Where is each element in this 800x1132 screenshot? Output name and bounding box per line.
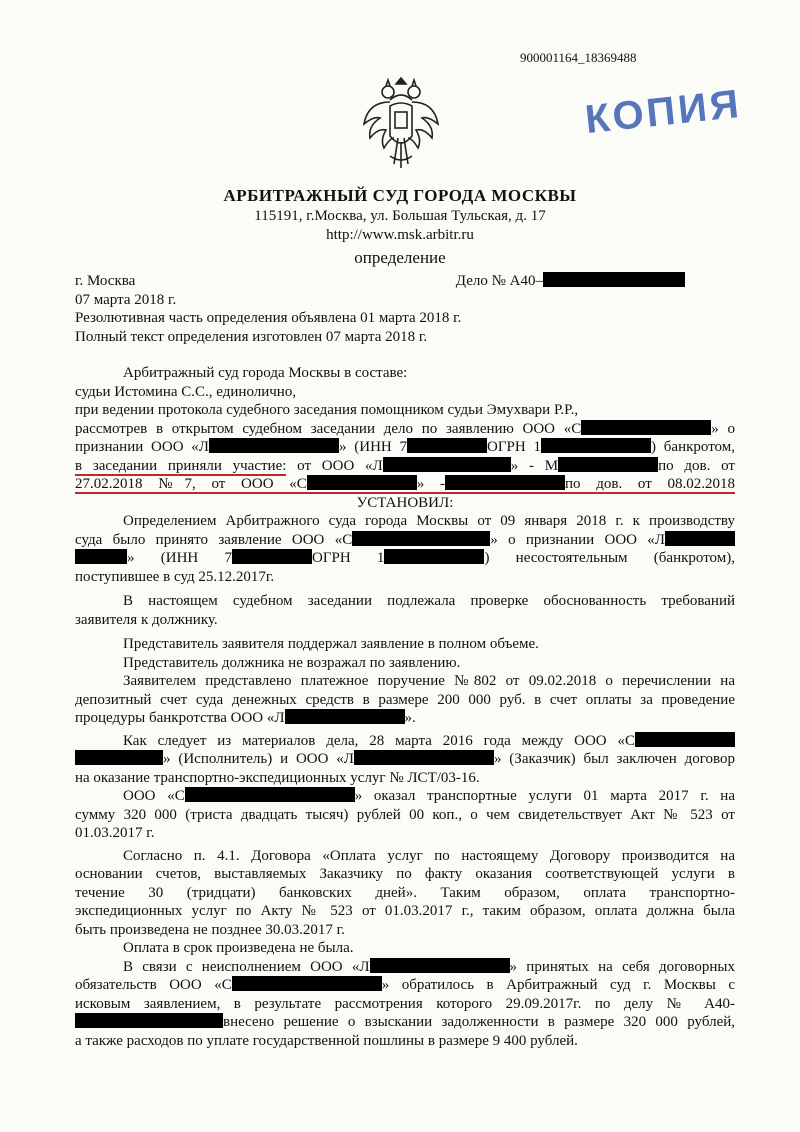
case-number bbox=[456, 272, 685, 291]
text: » (ИНН 7 bbox=[127, 550, 232, 566]
paragraph-line: Заявителем представлено платежное поручение №802 от 09.02.2018 о перечислении на bbox=[123, 673, 735, 689]
paragraph-line: Определением Арбитражного суда города Москвы от 09 января 2018 г. к производству bbox=[123, 513, 735, 529]
text: признании ООО «Л bbox=[75, 439, 209, 455]
redaction bbox=[75, 549, 127, 564]
court-url: http://www.msk.arbitr.ru bbox=[326, 227, 474, 243]
paragraph-line: сумму 320 000 (триста двадцать тысяч) рублей 00 коп., о чем свидетельствует Акт № 523 от bbox=[75, 806, 735, 823]
text: по дов. от 08.02.2018 bbox=[564, 476, 735, 492]
redaction bbox=[75, 1013, 223, 1028]
redaction bbox=[445, 475, 565, 490]
redaction bbox=[383, 457, 511, 472]
document-type: определение bbox=[354, 248, 446, 267]
intro-line: при ведении протокола судебного заседания помощником судьи Эмухвари Р.Р., bbox=[75, 402, 579, 418]
paragraph-line: Представитель заявителя поддержал заявление в полном объеме. bbox=[123, 636, 539, 652]
redaction bbox=[558, 457, 658, 472]
resolution-line: Резолютивная часть определения объявлена 01 марта 2018 г. bbox=[75, 310, 462, 326]
redaction bbox=[209, 438, 339, 453]
meta-block bbox=[75, 272, 685, 346]
text: рассмотрев в открытом судебном заседании дело по заявлению ООО «С bbox=[75, 420, 582, 437]
redaction bbox=[354, 750, 494, 765]
intro-line: судьи Истомина С.С., единолично, bbox=[75, 383, 297, 400]
paragraph-line: а также расходов по уплате государственной пошлины в размере 9 400 рублей. bbox=[75, 1032, 578, 1049]
text: в заседании приняли участие: bbox=[75, 457, 287, 474]
court-header bbox=[0, 186, 800, 268]
paragraph-line bbox=[75, 732, 735, 751]
redaction bbox=[543, 272, 685, 287]
redaction bbox=[352, 531, 490, 546]
paragraph-line: Согласно п. 4.1. Договора «Оплата услуг по настоящему Договору производится на bbox=[123, 847, 735, 864]
paragraph-line: течение 30 (тридцати) банковских дней». Таким образом, оплата транспортно- bbox=[75, 884, 735, 901]
intro-line bbox=[75, 438, 735, 457]
intro-block bbox=[75, 364, 735, 512]
text: суда было принято заявление ООО «С bbox=[75, 531, 353, 548]
redaction bbox=[232, 549, 312, 564]
paragraph-line bbox=[75, 549, 735, 568]
text: от ООО «Л bbox=[286, 457, 383, 474]
redaction bbox=[665, 531, 735, 546]
coat-of-arms-icon bbox=[360, 72, 442, 172]
paragraph-line: заявителя к должнику. bbox=[75, 611, 218, 628]
text: по дов. от bbox=[658, 457, 735, 474]
redaction bbox=[185, 787, 355, 802]
redaction bbox=[75, 750, 163, 765]
text: » принятых на себя договорных bbox=[509, 958, 735, 975]
paragraph-line bbox=[75, 958, 735, 977]
paragraph-line bbox=[75, 750, 735, 769]
full-text-line: Полный текст определения изготовлен 07 марта 2018 г. bbox=[75, 328, 428, 345]
text: » (Заказчик) был заключен договор bbox=[493, 751, 736, 767]
text: внесено решение о взыскании задолженности в размере 320 000 рублей, bbox=[223, 1014, 735, 1030]
paragraph-line: Представитель должника не возражал по заявлению. bbox=[123, 654, 461, 671]
intro-line bbox=[75, 475, 735, 494]
text: ) банкротом, bbox=[651, 439, 736, 455]
redaction bbox=[232, 976, 382, 991]
court-title: АРБИТРАЖНЫЙ СУД ГОРОДА МОСКВЫ bbox=[223, 186, 577, 205]
ustanovil-heading: УСТАНОВИЛ: bbox=[356, 494, 454, 511]
paragraph-line: исковым заявлением, в результате рассмотрения которого 29.09.2017г. по делу № А40- bbox=[75, 995, 735, 1012]
decision-date: 07 марта 2018 г. bbox=[75, 291, 177, 308]
intro-line bbox=[75, 420, 735, 439]
text: » оказал транспортные услуги 01 марта 2017 г. на bbox=[354, 788, 735, 804]
text: 27.02.2018 №7, от ООО «С bbox=[75, 476, 307, 492]
text: процедуры банкротства ООО «Л bbox=[75, 710, 285, 726]
paragraph-line: поступившее в суд 25.12.2017г. bbox=[75, 568, 275, 585]
text: » обратилось в Арбитражный суд г. Москвы с bbox=[381, 977, 735, 993]
main-text bbox=[75, 512, 735, 1050]
redaction bbox=[581, 420, 711, 435]
paragraph-line: депозитный счет суда денежных средств в размере 200 000 руб. в счет оплаты за проведение bbox=[75, 691, 735, 708]
text: ООО «С bbox=[123, 788, 185, 804]
paragraph-line bbox=[75, 1013, 735, 1032]
text: » о признании ООО «Л bbox=[490, 531, 665, 548]
redaction bbox=[541, 438, 651, 453]
copy-stamp: КОПИЯ bbox=[583, 81, 744, 143]
text: В связи с неисполнением ООО «Л bbox=[123, 958, 370, 975]
paragraph-line: на оказание транспортно-экспедиционных услуг № ЛСТ/03-16. bbox=[75, 769, 480, 786]
paragraph-line: Оплата в срок произведена не была. bbox=[123, 940, 354, 956]
text: » - М bbox=[510, 457, 559, 474]
intro-line bbox=[75, 457, 735, 476]
paragraph-line: основании счетов, выставляемых Заказчику по факту оказания соответствующей услуги в bbox=[75, 866, 735, 882]
text: ». bbox=[404, 710, 416, 726]
text: ОГРН 1 bbox=[312, 550, 385, 566]
paragraph-line: В настоящем судебном заседании подлежала проверке обоснованность требований bbox=[123, 593, 735, 609]
text: » о bbox=[711, 420, 736, 437]
underlined-span bbox=[75, 476, 735, 494]
paragraph-line: быть произведена не позднее 30.03.2017 г. bbox=[75, 921, 345, 938]
text: » (Исполнитель) и ООО «Л bbox=[163, 751, 354, 767]
court-address: 115191, г.Москва, ул. Большая Тульская, д. 17 bbox=[254, 208, 546, 224]
paragraph-line bbox=[75, 709, 735, 728]
redaction bbox=[370, 958, 510, 973]
city: г. Москва bbox=[75, 273, 136, 289]
paragraph-line: экспедиционных услуг по Акту № 523 от 01.03.2017 г., таким образом, оплата должна была bbox=[75, 903, 735, 919]
text: ОГРН 1 bbox=[487, 439, 542, 455]
text: Как следует из материалов дела, 28 марта 2016 года между ООО «С bbox=[123, 732, 635, 749]
redaction bbox=[285, 709, 405, 724]
redaction bbox=[384, 549, 484, 564]
text: » - bbox=[416, 476, 445, 492]
paragraph-line bbox=[75, 531, 735, 550]
redaction bbox=[407, 438, 487, 453]
redaction bbox=[635, 732, 735, 747]
paragraph-line: 01.03.2017 г. bbox=[75, 825, 155, 841]
paragraph-line bbox=[75, 976, 735, 995]
paragraph-line bbox=[75, 787, 735, 806]
text: обязательств ООО «С bbox=[75, 977, 232, 993]
redaction bbox=[307, 475, 417, 490]
case-prefix: Дело № А40– bbox=[455, 273, 543, 289]
intro-line: Арбитражный суд города Москвы в составе: bbox=[123, 365, 408, 381]
document-id: 900001164_18369488 bbox=[520, 50, 637, 65]
text: ) несостоятельным (банкротом), bbox=[484, 550, 735, 566]
text: » (ИНН 7 bbox=[338, 439, 408, 455]
